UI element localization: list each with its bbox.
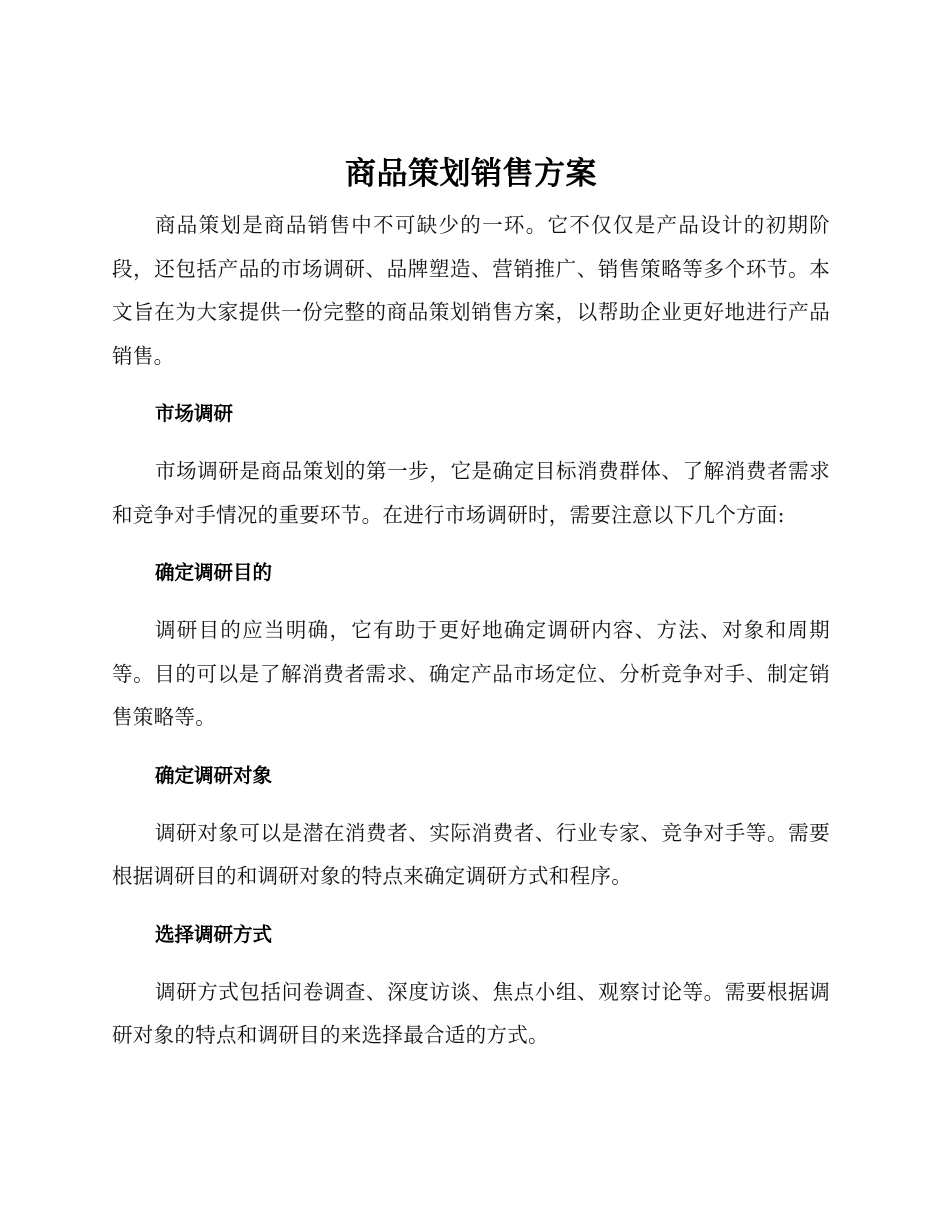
- section-paragraph-research-purpose: 调研目的应当明确，它有助于更好地确定调研内容、方法、对象和周期等。目的可以是了解消费者需求、确定产品市场定位、分析竞争对手、制定销售策略等。: [112, 618, 830, 729]
- section-heading-market-research: 市场调研: [155, 402, 234, 425]
- section-paragraph-research-method: 调研方式包括问卷调查、深度访谈、焦点小组、观察讨论等。需要根据调研对象的特点和调研目的来选择最合适的方式。: [112, 979, 830, 1047]
- document-body: [112, 148, 830, 1058]
- section-heading-research-purpose: 确定调研目的: [155, 561, 273, 584]
- section-paragraph-market-research: 市场调研是商品策划的第一步，它是确定目标消费群体、了解消费者需求和竞争对手情况的重要环节。在进行市场调研时，需要注意以下几个方面:: [112, 459, 830, 527]
- section-heading-research-target: 确定调研对象: [155, 763, 273, 787]
- document-title: 商品策划销售方案: [345, 156, 597, 192]
- section-paragraph-research-target: 调研对象可以是潜在消费者、实际消费者、行业专家、竞争对手等。需要根据调研目的和调研对象的特点来确定调研方式和程序。: [112, 820, 830, 888]
- section-heading-research-method: 选择调研方式: [155, 922, 273, 946]
- intro-paragraph: 商品策划是商品销售中不可缺少的一环。它不仅仅是产品设计的初期阶段，还包括产品的市场调研、品牌塑造、营销推广、销售策略等多个环节。本文旨在为大家提供一份完整的商品策划销售方案，以帮助企业更好地进行产品销售。: [112, 213, 830, 368]
